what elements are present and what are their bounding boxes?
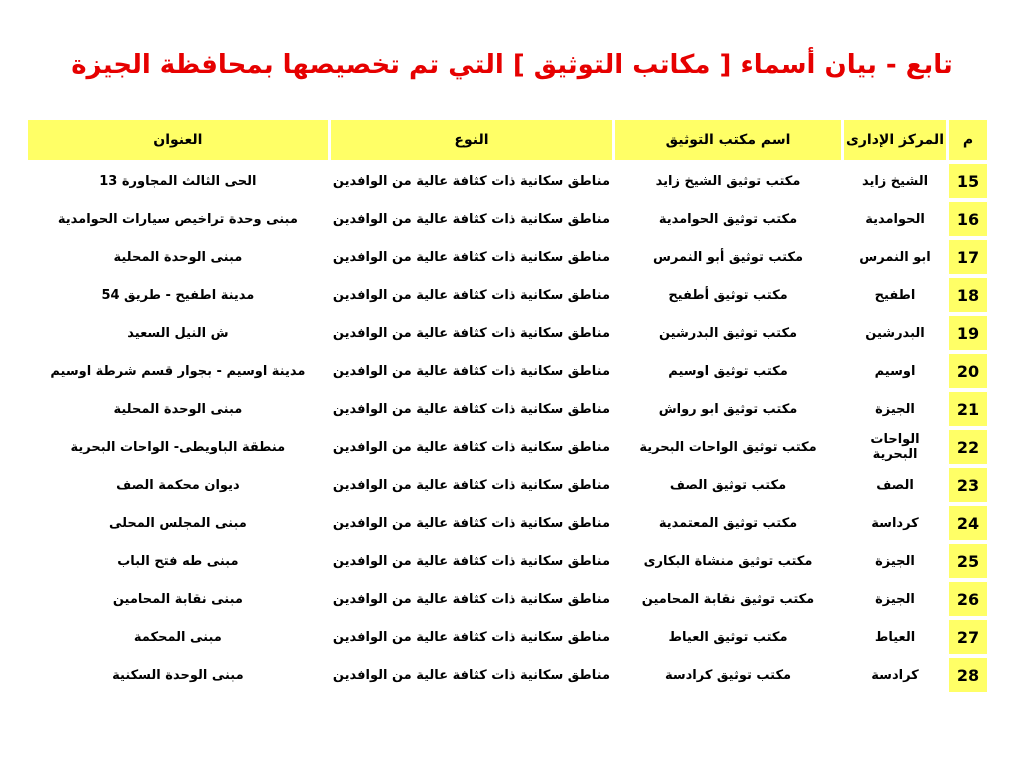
- header-cell-center: المركز الإدارى: [844, 120, 946, 160]
- address-cell: ديوان محكمة الصف: [28, 468, 328, 502]
- office-cell: مكتب توثيق أطفيح: [615, 278, 841, 312]
- address-cell: مدينة اوسيم - بجوار قسم شرطة اوسيم: [28, 354, 328, 388]
- center-cell: الجيزة: [844, 392, 946, 426]
- type-cell: مناطق سكانية ذات كثافة عالية من الوافدين: [331, 202, 612, 236]
- address-cell: مبنى وحدة تراخيص سيارات الحوامدية: [28, 202, 328, 236]
- num-cell: 16: [949, 202, 987, 236]
- office-cell: مكتب توثيق الحوامدية: [615, 202, 841, 236]
- num-cell: 26: [949, 582, 987, 616]
- address-cell: منطقة الباويطى- الواحات البحرية: [28, 430, 328, 464]
- center-cell: الجيزة: [844, 544, 946, 578]
- num-cell: 24: [949, 506, 987, 540]
- header-cell-num: م: [949, 120, 987, 160]
- address-cell: مدينة اطفيح - طريق 54: [28, 278, 328, 312]
- center-cell: كرداسة: [844, 506, 946, 540]
- num-cell: 27: [949, 620, 987, 654]
- table-row: [28, 354, 987, 388]
- num-cell: 22: [949, 430, 987, 464]
- type-cell: مناطق سكانية ذات كثافة عالية من الوافدين: [331, 658, 612, 692]
- address-cell: ش النيل السعيد: [28, 316, 328, 350]
- table-row: [28, 164, 987, 198]
- num-cell: 25: [949, 544, 987, 578]
- num-cell: 23: [949, 468, 987, 502]
- type-cell: مناطق سكانية ذات كثافة عالية من الوافدين: [331, 354, 612, 388]
- num-cell: 28: [949, 658, 987, 692]
- table-row: [28, 506, 987, 540]
- type-cell: مناطق سكانية ذات كثافة عالية من الوافدين: [331, 544, 612, 578]
- address-cell: مبنى طه فتح الباب: [28, 544, 328, 578]
- office-cell: مكتب توثيق الشيخ زايد: [615, 164, 841, 198]
- table-row: [28, 202, 987, 236]
- num-cell: 20: [949, 354, 987, 388]
- table-row: [28, 278, 987, 312]
- office-cell: مكتب توثيق البدرشين: [615, 316, 841, 350]
- table-header-row: [28, 120, 987, 160]
- center-cell: الشيخ زايد: [844, 164, 946, 198]
- office-cell: مكتب توثيق الواحات البحرية: [615, 430, 841, 464]
- num-cell: 19: [949, 316, 987, 350]
- address-cell: مبنى نقابة المحامين: [28, 582, 328, 616]
- table-row: [28, 468, 987, 502]
- num-cell: 15: [949, 164, 987, 198]
- office-cell: مكتب توثيق الصف: [615, 468, 841, 502]
- office-cell: مكتب توثيق المعتمدية: [615, 506, 841, 540]
- num-cell: 17: [949, 240, 987, 274]
- address-cell: مبنى الوحدة المحلية: [28, 240, 328, 274]
- num-cell: 21: [949, 392, 987, 426]
- page-title: تابع - بيان أسماء [ مكاتب التوثيق ] التي تم تخصيصها بمحافظة الجيزة: [71, 50, 953, 80]
- table-row: [28, 582, 987, 616]
- office-cell: مكتب توثيق العياط: [615, 620, 841, 654]
- type-cell: مناطق سكانية ذات كثافة عالية من الوافدين: [331, 164, 612, 198]
- center-cell: البدرشين: [844, 316, 946, 350]
- address-cell: مبنى الوحدة المحلية: [28, 392, 328, 426]
- office-cell: مكتب توثيق منشاة البكارى: [615, 544, 841, 578]
- table-row: [28, 392, 987, 426]
- type-cell: مناطق سكانية ذات كثافة عالية من الوافدين: [331, 316, 612, 350]
- address-cell: مبنى المحكمة: [28, 620, 328, 654]
- type-cell: مناطق سكانية ذات كثافة عالية من الوافدين: [331, 582, 612, 616]
- address-cell: مبنى الوحدة السكنية: [28, 658, 328, 692]
- type-cell: مناطق سكانية ذات كثافة عالية من الوافدين: [331, 240, 612, 274]
- table-row: [28, 430, 987, 464]
- header-cell-type: النوع: [331, 120, 612, 160]
- center-cell: ابو النمرس: [844, 240, 946, 274]
- table-row: [28, 620, 987, 654]
- offices-table: [25, 116, 990, 696]
- center-cell: الحوامدية: [844, 202, 946, 236]
- table-row: [28, 658, 987, 692]
- type-cell: مناطق سكانية ذات كثافة عالية من الوافدين: [331, 278, 612, 312]
- header-cell-address: العنوان: [28, 120, 328, 160]
- type-cell: مناطق سكانية ذات كثافة عالية من الوافدين: [331, 430, 612, 464]
- office-cell: مكتب توثيق أبو النمرس: [615, 240, 841, 274]
- type-cell: مناطق سكانية ذات كثافة عالية من الوافدين: [331, 506, 612, 540]
- office-cell: مكتب توثيق اوسيم: [615, 354, 841, 388]
- center-cell: العياط: [844, 620, 946, 654]
- office-cell: مكتب توثيق كرادسة: [615, 658, 841, 692]
- table-row: [28, 316, 987, 350]
- center-cell: اوسيم: [844, 354, 946, 388]
- center-cell: كرادسة: [844, 658, 946, 692]
- table-row: [28, 240, 987, 274]
- center-cell: الجيزة: [844, 582, 946, 616]
- center-cell: الواحات البحرية: [844, 430, 946, 464]
- address-cell: الحى الثالث المجاورة 13: [28, 164, 328, 198]
- center-cell: الصف: [844, 468, 946, 502]
- table-row: [28, 544, 987, 578]
- type-cell: مناطق سكانية ذات كثافة عالية من الوافدين: [331, 620, 612, 654]
- type-cell: مناطق سكانية ذات كثافة عالية من الوافدين: [331, 392, 612, 426]
- header-cell-office: اسم مكتب التوثيق: [615, 120, 841, 160]
- num-cell: 18: [949, 278, 987, 312]
- center-cell: اطفيح: [844, 278, 946, 312]
- type-cell: مناطق سكانية ذات كثافة عالية من الوافدين: [331, 468, 612, 502]
- address-cell: مبنى المجلس المحلى: [28, 506, 328, 540]
- office-cell: مكتب توثيق ابو رواش: [615, 392, 841, 426]
- office-cell: مكتب توثيق نقابة المحامين: [615, 582, 841, 616]
